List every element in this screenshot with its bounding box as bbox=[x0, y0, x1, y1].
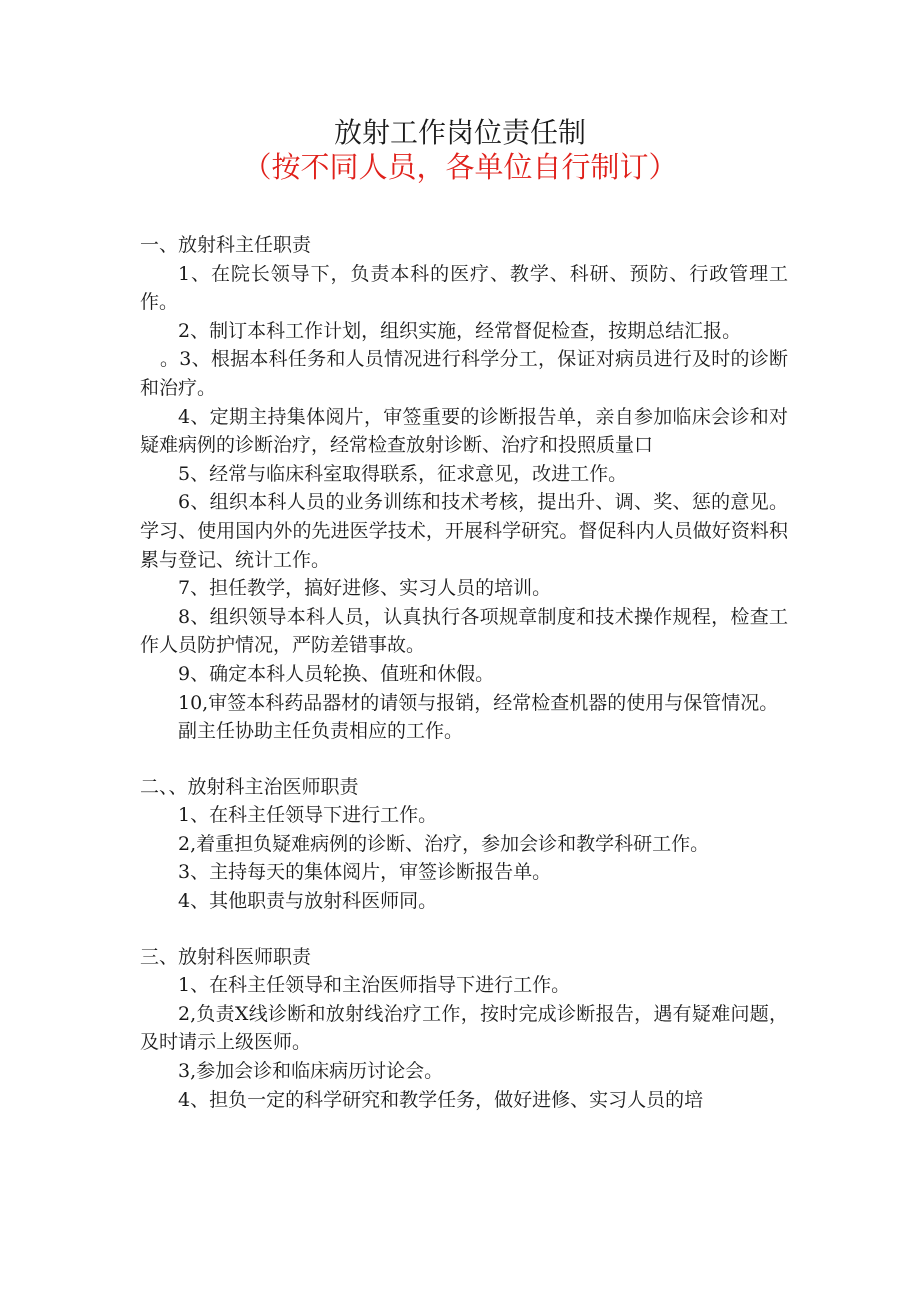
section-note: 副主任协助主任负责相应的工作。 bbox=[178, 720, 464, 743]
document-body bbox=[140, 231, 788, 1114]
section-attending-physician bbox=[140, 773, 788, 916]
duty-item: 4、定期主持集体阅片，审签重要的诊断报告单，亲自参加临床会诊和对疑难病例的诊断治疗，经常检查放射诊断、治疗和投照质量口 bbox=[140, 405, 788, 457]
duty-item: 5、经常与临床科室取得联系，征求意见，改进工作。 bbox=[178, 462, 628, 485]
document-subtitle: （按不同人员，各单位自行制订） bbox=[242, 150, 678, 184]
duty-item: 2、制订本科工作计划，组织实施，经常督促检查，按期总结汇报。 bbox=[178, 319, 742, 342]
duty-item: 7、担任教学，搞好进修、实习人员的培训。 bbox=[178, 577, 552, 600]
section-physician bbox=[140, 943, 788, 1115]
document-title: 放射工作岗位责任制 bbox=[333, 116, 586, 149]
duty-item: 3、主持每天的集体阅片，审签诊断报告单。 bbox=[178, 861, 552, 884]
section-director bbox=[140, 231, 788, 746]
duty-item: 8、组织领导本科人员，认真执行各项规章制度和技术操作规程，检查工作人员防护情况，严防差错事故。 bbox=[140, 605, 788, 657]
duty-item: 2,负责X线诊断和放射线治疗工作，按时完成诊断报告，遇有疑难问题，及时请示上级医师。 bbox=[140, 1002, 788, 1054]
section-heading: 二、、放射科主治医师职责 bbox=[140, 775, 359, 798]
duty-item: 4、担负一定的科学研究和教学任务，做好进修、实习人员的培 bbox=[178, 1088, 704, 1111]
duty-item: 1、在院长领导下，负责本科的医疗、教学、科研、预防、行政管理工作。 bbox=[140, 262, 788, 314]
section-heading: 三、放射科医师职责 bbox=[140, 945, 312, 968]
duty-item: 。3、根据本科任务和人员情况进行科学分工，保证对病员进行及时的诊断和治疗。 bbox=[140, 348, 788, 399]
duty-item: 3,参加会诊和临床病历讨论会。 bbox=[178, 1060, 444, 1083]
duty-item: 4、其他职责与放射科医师同。 bbox=[178, 890, 438, 913]
duty-item: 1、在科主任领导下进行工作。 bbox=[178, 804, 438, 827]
duty-item: 2,着重担负疑难病例的诊断、治疗，参加会诊和教学科研工作。 bbox=[178, 832, 710, 855]
duty-item: 10,审签本科药品器材的请领与报销，经常检查机器的使用与保管情况。 bbox=[178, 691, 779, 714]
section-heading: 一、放射科主任职责 bbox=[140, 234, 312, 256]
duty-item: 9、确定本科人员轮换、值班和休假。 bbox=[178, 662, 495, 685]
duty-item: 6、组织本科人员的业务训练和技术考核，提出升、调、奖、惩的意见。学习、使用国内外的先进医学技术，开展科学研究。督促科内人员做好资料积累与登记、统计工作。 bbox=[140, 491, 788, 571]
duty-item: 1、在科主任领导和主治医师指导下进行工作。 bbox=[178, 974, 571, 997]
